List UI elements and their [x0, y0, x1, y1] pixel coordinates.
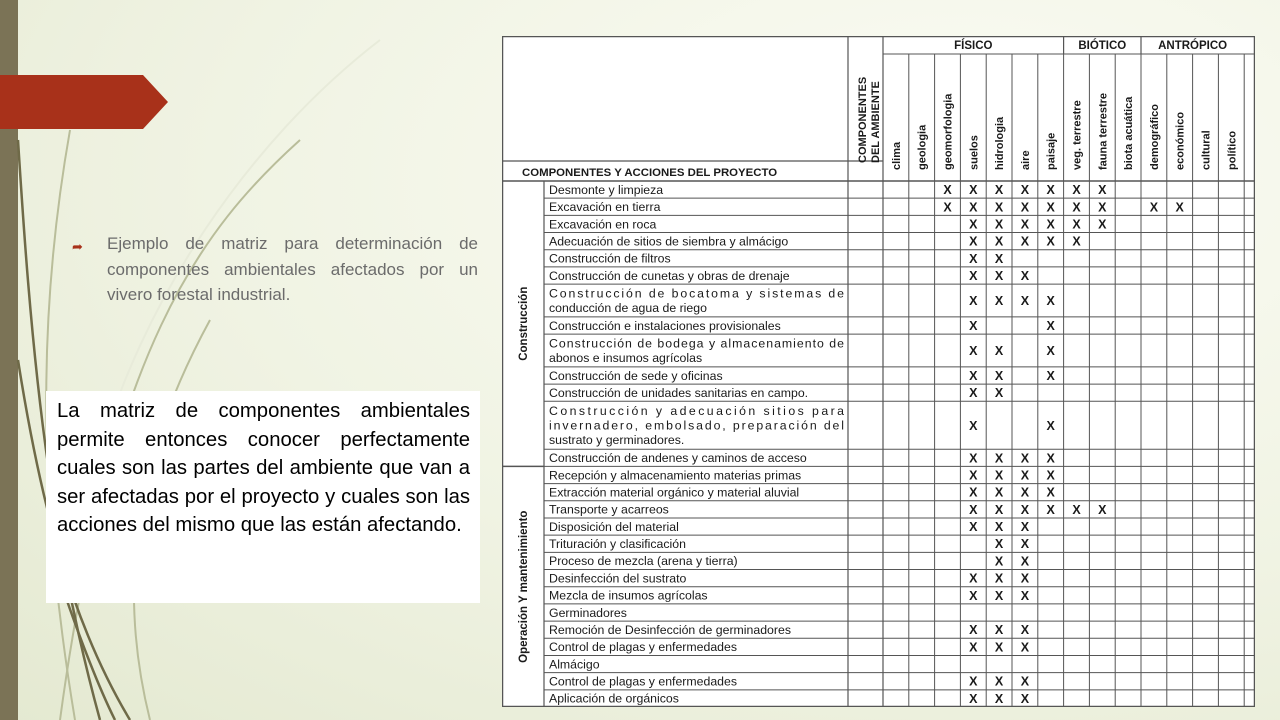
arrow-bullet-icon: ➦	[72, 239, 83, 254]
action-label-25-0: Control de plagas y enfermedades	[549, 674, 737, 689]
explanation-text-box	[46, 391, 480, 603]
impact-mark: X	[1175, 200, 1184, 215]
impact-mark: X	[1072, 217, 1081, 232]
bullet-text: Ejemplo de matriz para determinación de componentes ambientales afectados por un vivero forestal industrial.	[107, 234, 478, 305]
impact-mark: X	[1020, 183, 1030, 198]
impact-mark: X	[1020, 520, 1030, 535]
impact-mark: X	[994, 537, 1004, 552]
impact-mark: X	[969, 294, 978, 309]
action-label-2-0: Excavación en roca	[549, 217, 657, 232]
impact-mark: X	[1020, 234, 1030, 249]
header-ambiente-label-2: DEL AMBIENTE	[870, 81, 882, 163]
column-label-2: geomorfologia	[942, 93, 955, 170]
action-label-1-0: Excavación en tierra	[549, 200, 661, 215]
impact-mark: X	[969, 200, 978, 215]
action-label-8-1: abonos e insumos agrícolas	[549, 351, 703, 366]
impact-mark: X	[969, 386, 978, 401]
impact-mark: X	[969, 571, 978, 586]
impact-mark: X	[943, 183, 952, 198]
action-label-10-0: Construcción de unidades sanitarias en campo.	[549, 386, 809, 401]
header-ambiente-label-1: COMPONENTES	[857, 76, 869, 163]
impact-mark: X	[994, 217, 1004, 232]
impact-mark: X	[994, 571, 1004, 586]
impact-mark: X	[994, 251, 1004, 266]
action-label-26-0: Aplicación de orgánicos	[549, 691, 679, 706]
impact-mark: X	[994, 269, 1004, 284]
impact-mark: X	[1020, 691, 1030, 706]
impact-mark: X	[1072, 183, 1081, 198]
impact-mark: X	[969, 691, 978, 706]
impact-mark: X	[994, 468, 1004, 483]
impact-mark: X	[1046, 183, 1055, 198]
impact-mark: X	[1072, 234, 1081, 249]
impact-mark: X	[969, 451, 978, 466]
impact-mark: X	[969, 217, 978, 232]
impact-mark: X	[994, 502, 1004, 517]
impact-mark: X	[1046, 468, 1055, 483]
impact-mark: X	[1020, 640, 1030, 655]
impact-mark: X	[1020, 468, 1030, 483]
impact-mark: X	[969, 588, 978, 603]
impact-mark: X	[994, 234, 1004, 249]
impact-mark: X	[969, 468, 978, 483]
action-label-18-0: Proceso de mezcla (arena y tierra)	[549, 554, 738, 569]
column-label-0: clima	[890, 141, 903, 170]
impact-mark: X	[1098, 200, 1107, 215]
impact-mark: X	[969, 502, 978, 517]
action-label-9-0: Construcción de sede y oficinas	[549, 368, 723, 383]
action-label-12-0: Construcción de andenes y caminos de acceso	[549, 451, 807, 466]
action-label-15-0: Transporte y acarreos	[549, 502, 669, 517]
impact-mark: X	[994, 386, 1004, 401]
action-label-4-0: Construcción de filtros	[549, 251, 671, 266]
explanation-text: La matriz de componentes ambientales permite entonces conocer perfectamente cuales son las partes del ambiente que van a ser afectadas por el proyecto y cuales son las acciones del mismo que las están afectando.	[57, 400, 470, 537]
action-label-23-0: Control de plagas y enfermedades	[549, 640, 737, 655]
impact-mark: X	[1020, 217, 1030, 232]
impact-mark: X	[969, 234, 978, 249]
group-header-2: ANTRÓPICO	[1158, 40, 1228, 52]
impact-mark: X	[1046, 485, 1055, 500]
environmental-impact-matrix	[502, 36, 1255, 707]
impact-mark: X	[994, 691, 1004, 706]
action-label-11-1: invernadero, embolsado, preparación del	[549, 418, 844, 433]
impact-mark: X	[994, 183, 1004, 198]
impact-mark: X	[1020, 451, 1030, 466]
impact-mark: X	[1098, 183, 1107, 198]
impact-mark: X	[1046, 217, 1055, 232]
column-label-11: económico	[1174, 111, 1187, 170]
impact-mark: X	[1020, 571, 1030, 586]
action-label-8-0: Construcción de bodega y almacenamiento de	[549, 336, 844, 351]
action-label-17-0: Trituración y clasificación	[549, 537, 686, 552]
impact-mark: X	[969, 485, 978, 500]
column-label-8: fauna terrestre	[1097, 92, 1110, 170]
impact-mark: X	[969, 369, 978, 384]
impact-mark: X	[1046, 502, 1055, 517]
impact-mark: X	[994, 485, 1004, 500]
impact-mark: X	[1149, 200, 1159, 215]
action-label-13-0: Recepción y almacenamiento materias primas	[549, 468, 802, 483]
impact-mark: X	[994, 200, 1004, 215]
impact-mark: X	[994, 520, 1004, 535]
action-label-3-0: Adecuación de sitios de siembra y almácigo	[549, 234, 789, 249]
impact-mark: X	[994, 674, 1004, 689]
impact-mark: X	[1046, 200, 1055, 215]
impact-mark: X	[1020, 200, 1030, 215]
header-actions-label: COMPONENTES Y ACCIONES DEL PROYECTO	[522, 167, 778, 179]
column-label-1: geologia	[916, 124, 929, 170]
impact-mark: X	[994, 369, 1004, 384]
title-banner-arrow	[0, 75, 168, 129]
column-label-6: paisaje	[1045, 132, 1058, 170]
impact-mark: X	[1098, 217, 1107, 232]
action-label-21-0: Germinadores	[549, 605, 627, 620]
impact-mark: X	[1046, 369, 1055, 384]
impact-mark: X	[969, 640, 978, 655]
action-label-24-0: Almácigo	[549, 657, 600, 672]
phase-label-construction: Construcción	[518, 286, 530, 361]
column-label-3: suelos	[968, 135, 981, 170]
matrix-table	[502, 36, 1255, 707]
impact-mark: X	[1046, 344, 1055, 359]
impact-mark: X	[994, 451, 1004, 466]
impact-mark: X	[1072, 200, 1081, 215]
group-header-1: BIÓTICO	[1078, 40, 1127, 52]
impact-mark: X	[1072, 502, 1081, 517]
impact-mark: X	[1046, 319, 1055, 334]
action-label-11-2: sustrato y germinadores.	[549, 433, 685, 448]
impact-mark: X	[1020, 537, 1030, 552]
impact-mark: X	[1046, 294, 1055, 309]
impact-mark: X	[994, 640, 1004, 655]
action-label-0-0: Desmonte y limpieza	[549, 182, 664, 197]
impact-mark: X	[994, 554, 1004, 569]
impact-mark: X	[1020, 502, 1030, 517]
impact-mark: X	[994, 294, 1004, 309]
column-label-5: aire	[1019, 150, 1032, 170]
impact-mark: X	[1046, 418, 1055, 433]
action-label-6-1: conducción de agua de riego	[549, 301, 707, 316]
impact-mark: X	[1046, 451, 1055, 466]
impact-mark: X	[994, 623, 1004, 638]
impact-mark: X	[994, 588, 1004, 603]
impact-mark: X	[1020, 623, 1030, 638]
action-label-19-0: Desinfección del sustrato	[549, 571, 687, 586]
column-label-10: demográfico	[1148, 103, 1161, 170]
action-label-5-0: Construcción de cunetas y obras de drenaje	[549, 268, 790, 283]
impact-mark: X	[969, 344, 978, 359]
impact-mark: X	[1020, 294, 1030, 309]
action-label-22-0: Remoción de Desinfección de germinadores	[549, 622, 791, 637]
impact-mark: X	[1046, 234, 1055, 249]
column-label-4: hidrologia	[994, 116, 1007, 170]
action-label-14-0: Extracción material orgánico y material aluvial	[549, 485, 800, 500]
impact-mark: X	[969, 674, 978, 689]
action-label-20-0: Mezcla de insumos agrícolas	[549, 588, 708, 603]
impact-mark: X	[969, 183, 978, 198]
action-label-6-0: Construcción de bocatoma y sistemas de	[549, 286, 844, 301]
impact-mark: X	[1020, 588, 1030, 603]
action-label-7-0: Construcción e instalaciones provisionales	[549, 318, 781, 333]
impact-mark: X	[969, 418, 978, 433]
impact-mark: X	[1020, 269, 1030, 284]
column-label-13: político	[1226, 130, 1239, 170]
phase-label-operation: Operación Y mantenimiento	[518, 510, 530, 663]
bullet-point	[72, 231, 478, 308]
impact-mark: X	[943, 200, 952, 215]
impact-mark: X	[994, 344, 1004, 359]
impact-mark: X	[1020, 485, 1030, 500]
group-header-0: FÍSICO	[954, 40, 993, 52]
action-label-16-0: Disposición del material	[549, 519, 679, 534]
impact-mark: X	[969, 520, 978, 535]
impact-mark: X	[1020, 554, 1030, 569]
impact-mark: X	[969, 269, 978, 284]
impact-mark: X	[1098, 502, 1107, 517]
column-label-9: biota acuática	[1123, 96, 1136, 170]
impact-mark: X	[969, 319, 978, 334]
impact-mark: X	[1020, 674, 1030, 689]
column-label-7: veg. terrestre	[1071, 100, 1084, 170]
impact-mark: X	[969, 251, 978, 266]
impact-mark: X	[969, 623, 978, 638]
action-label-11-0: Construcción y adecuación sitios para	[549, 403, 844, 418]
column-label-12: cultural	[1200, 130, 1213, 170]
